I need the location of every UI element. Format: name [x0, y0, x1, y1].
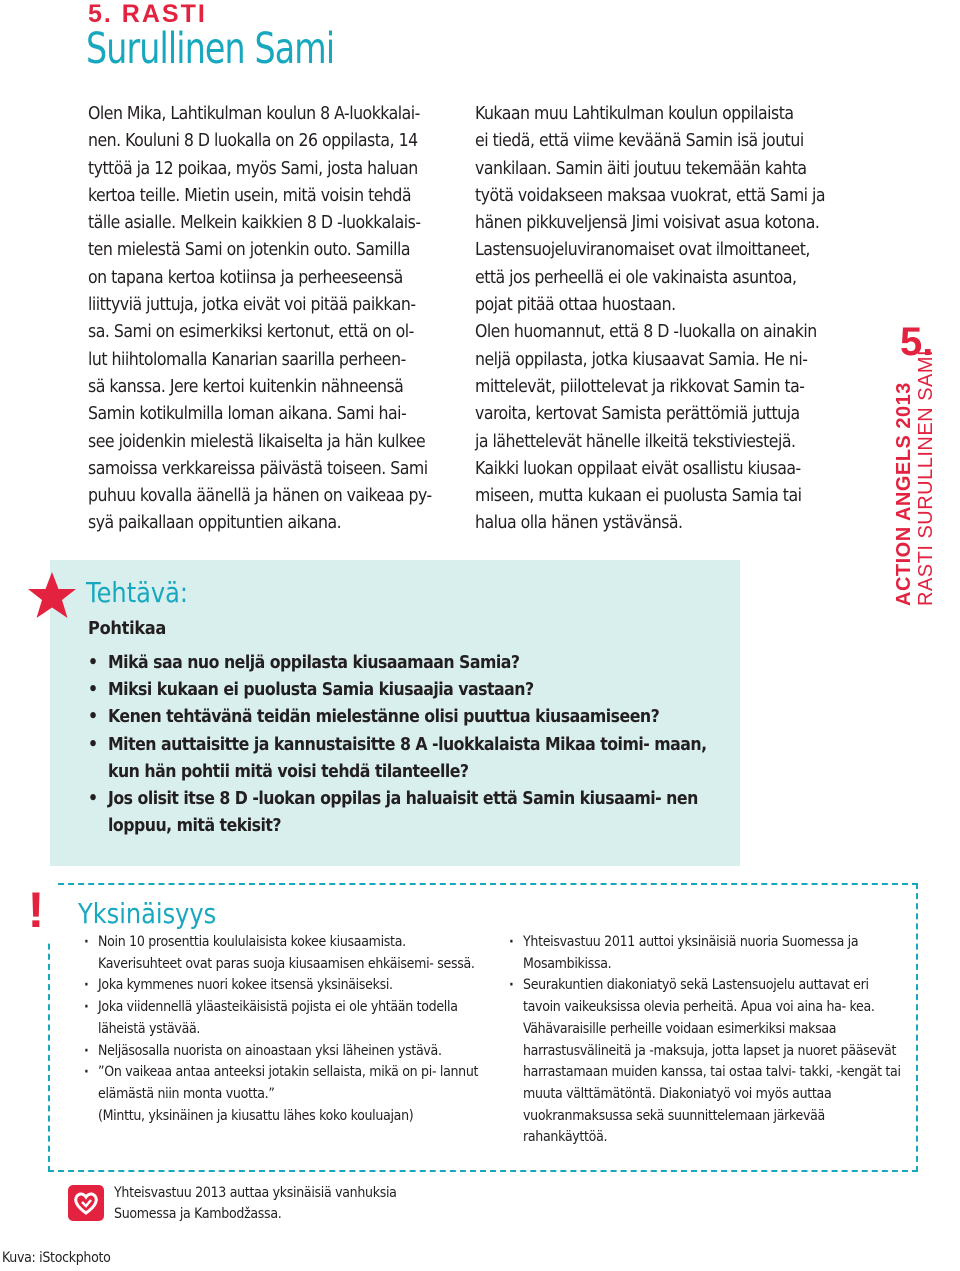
- side-vertical-caption: [893, 349, 937, 606]
- story-line: ten mielestä Sami on jotenkin outo. Samilla: [88, 240, 410, 261]
- story-line: tyttöä ja 12 poikaa, myös Sami, josta haluan: [88, 158, 418, 179]
- side-caption-line-1: ACTION ANGELS 2013: [893, 382, 915, 606]
- story-line: Kukaan muu Lahtikulman koulun oppilaista: [475, 104, 794, 124]
- story-line: liittyviä juttuja, jotka eivät voi pitää paikkan-: [88, 295, 416, 316]
- story-line: vankilaan. Samin äiti joutuu tekemään kahta: [475, 158, 807, 179]
- footer-line-2: Suomessa ja Kambodžassa.: [114, 1206, 282, 1222]
- story-line: see joidenkin mielestä likaiselta ja hän kulkee: [88, 431, 426, 452]
- facts-list-left: [80, 932, 490, 1127]
- footer-line-1: Yhteisvastuu 2013 auttaa yksinäisiä vanhuksia: [114, 1185, 397, 1201]
- story-line: puhuu kovalla äänellä ja hänen on vaikeaa py-: [88, 486, 432, 507]
- list-item: · Noin 10 prosenttia koululaisista kokee kiusaamista. Kaverisuhteet ovat paras suoja kiusaamisen ehkäisemi- sessä.: [80, 932, 490, 975]
- story-line: lut hiihtolomalla Kanarian saarilla perheen-: [88, 349, 406, 370]
- star-icon: [26, 570, 78, 622]
- story-line: että jos perheellä ei ole vakinaista asuntoa,: [475, 267, 797, 288]
- side-section-number: 5.: [900, 320, 934, 364]
- story-line: Samin kotikulmilla loman aikana. Sami hai-: [88, 404, 407, 425]
- story-line: sa. Sami on esimerkiksi kertonut, että on ol-: [88, 322, 414, 343]
- story-line: Olen huomannut, että 8 D -luokalla on ainakin: [475, 322, 817, 343]
- facts-list-right: [505, 932, 905, 1149]
- story-line: pojat pitää ottaa huostaan.: [475, 295, 676, 316]
- section-label: 5. RASTI: [88, 0, 207, 28]
- list-item: · Neljäsosalla nuorista on ainoastaan yksi läheinen ystävä.: [80, 1041, 490, 1063]
- yhteisvastuu-logo-icon: [68, 1185, 104, 1221]
- list-item: • Miten auttaisitte ja kannustaisitte 8 A -luokkalaista Mikaa toimi- maan, kun hän pohtii mitä voisi tehdä tilanteelle?: [88, 732, 728, 786]
- list-item: · Joka kymmenes nuori kokee itsensä yksinäiseksi.: [80, 975, 490, 997]
- story-column-right: [475, 101, 855, 538]
- story-line: on tapana kertoa kotiinsa ja perheeseensä: [88, 267, 403, 288]
- story-line: tälle asialle. Melkein kaikkien 8 D -luokkalais-: [88, 213, 421, 234]
- story-line: halua olla hänen ystävänsä.: [475, 513, 683, 534]
- list-item: · Joka viidennellä yläasteikäisistä pojista ei ole yhtään todella läheistä ystävää.: [80, 997, 490, 1040]
- quote-source: (Minttu, yksinäinen ja kiusattu lähes koko kouluajan): [98, 1107, 414, 1124]
- story-column-left: [88, 101, 464, 538]
- footer-note: [114, 1183, 397, 1225]
- task-title: Tehtävä:: [86, 576, 189, 609]
- list-item: • Kenen tehtävänä teidän mielestänne olisi puuttua kiusaamiseen?: [88, 704, 728, 731]
- list-item: • Miksi kukaan ei puolusta Samia kiusaajia vastaan?: [88, 677, 728, 704]
- story-line: Olen Mika, Lahtikulman koulun 8 A-luokkalai-: [88, 104, 420, 124]
- story-line: ja lähettelevät hänelle ilkeitä tekstiviestejä.: [475, 431, 796, 452]
- list-item: • Jos olisit itse 8 D -luokan oppilas ja haluaisit että Samin kiusaami- nen loppuu, mitä tekisit?: [88, 786, 728, 840]
- side-caption-line-2: RASTI SURULLINEN SAMI: [915, 349, 937, 606]
- list-item: · Yhteisvastuu 2011 auttoi yksinäisiä nuoria Suomessa ja Mosambikissa.: [505, 932, 905, 975]
- story-line: neljä oppilasta, jotka kiusaavat Samia. He ni-: [475, 349, 808, 370]
- task-subtitle: Pohtikaa: [88, 618, 167, 639]
- list-item: · Seurakuntien diakoniatyö sekä Lastensuojelu auttavat eri tavoin vaikeuksissa olevia perheitä. Apua voi aina ha- kea. Vähävaraisille perheille voidaan esimerkiksi maksaa harrastusvälineitä ja -maksuja, jotta lapset ja nuoret pääsevät harrastamaan muiden kanssa, tai ostaa talvi- takki, -kengät tai muuta välttämätöntä. Diakoniatyö voi myös auttaa vuokranmaksussa sekä suunnittelemaan järkevää rahankäyttöä.: [505, 975, 905, 1149]
- list-item: · ”On vaikeaa antaa anteeksi jotakin sellaista, mikä on pi- lannut elämästä niin monta vuotta.”: [80, 1062, 490, 1105]
- story-line: samoissa verkkareissa päivästä toiseen. Sami: [88, 458, 428, 479]
- task-question-list: [88, 650, 728, 840]
- story-line: hänen pikkuveljensä Jimi voisivat asua kotona.: [475, 213, 820, 234]
- story-line: mittelevät, piilottelevat ja rikkovat Samin ta-: [475, 376, 805, 397]
- info-box-title: Yksinäisyys: [78, 897, 217, 930]
- story-line: ei tiedä, että viime keväänä Samin isä joutui: [475, 131, 804, 152]
- story-line: varoita, kertovat Samista perättömiä juttuja: [475, 404, 800, 425]
- photo-credit: Kuva: iStockphoto: [2, 1250, 111, 1266]
- story-line: Kaikki luokan oppilaat eivät osallistu kiusaa-: [475, 458, 801, 479]
- story-line: sä kanssa. Jere kertoi kuitenkin nähneensä: [88, 376, 404, 397]
- exclamation-icon: !: [16, 880, 56, 940]
- story-line: miseen, mutta kukaan ei puolusta Samia tai: [475, 486, 802, 507]
- list-item: • Mikä saa nuo neljä oppilasta kiusaamaan Samia?: [88, 650, 728, 677]
- story-line: kertoa teille. Mietin usein, mitä voisin tehdä: [88, 185, 412, 206]
- page-title: Surullinen Sami: [86, 24, 335, 74]
- story-line: työtä voidakseen maksaa vuokrat, että Sami ja: [475, 185, 826, 206]
- story-line: Lastensuojeluviranomaiset ovat ilmoittaneet,: [475, 240, 810, 261]
- story-line: syä paikallaan oppituntien aikana.: [88, 513, 342, 534]
- story-line: nen. Kouluni 8 D luokalla on 26 oppilasta, 14: [88, 131, 418, 152]
